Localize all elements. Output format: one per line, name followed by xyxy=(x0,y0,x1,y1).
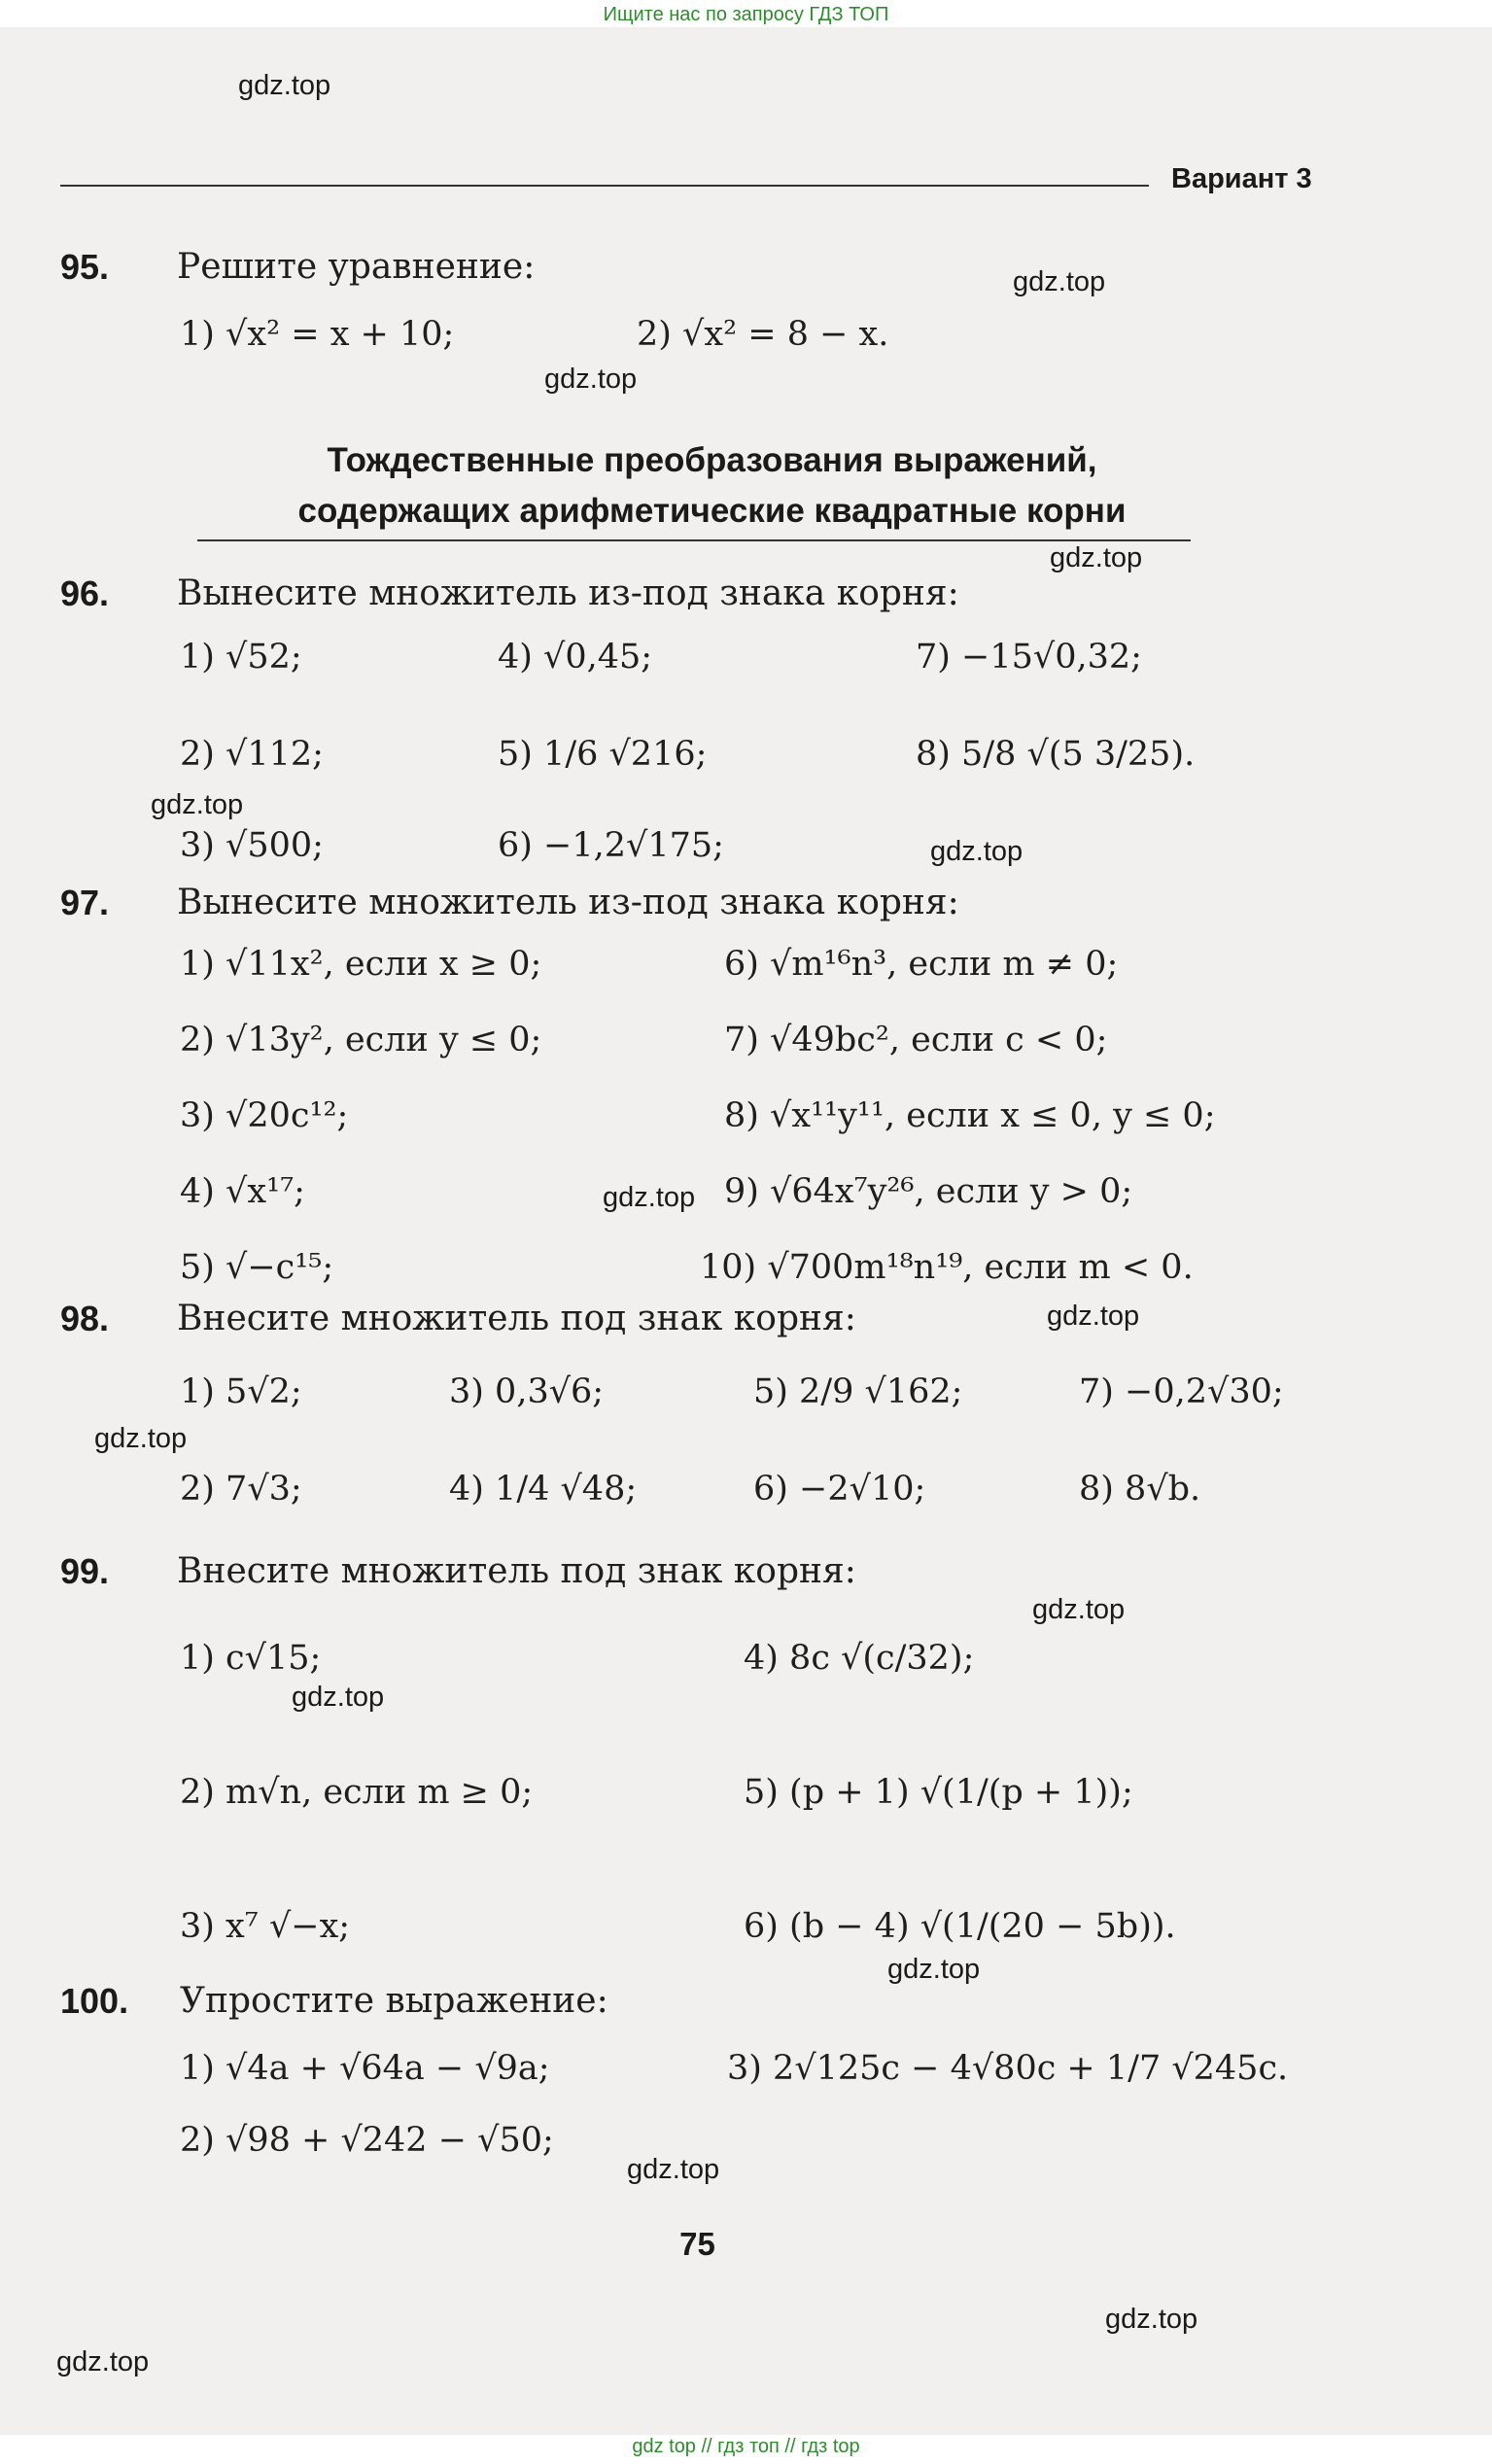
watermark: gdz.top xyxy=(1032,1594,1126,1625)
watermark: gdz.top xyxy=(238,70,331,101)
problem-task: Упростите выражение: xyxy=(180,1981,608,2021)
watermark: gdz.top xyxy=(94,1423,188,1454)
problem-task: Вынесите множитель из-под знака корня: xyxy=(177,573,959,613)
problem-item: 7) −15√0,32; xyxy=(916,638,1142,677)
problem-item: 6) (b − 4) √(1/(20 − 5b)). xyxy=(744,1907,1176,1946)
problem-item: 4) √x¹⁷; xyxy=(180,1172,305,1211)
problem-item: 6) √m¹⁶n³, если m ≠ 0; xyxy=(724,945,1119,984)
problem-item: 5) 1/6 √216; xyxy=(498,735,708,774)
watermark: gdz.top xyxy=(887,1954,981,1985)
variant-label: Вариант 3 xyxy=(1171,163,1312,194)
problem-number: 96. xyxy=(60,573,110,613)
watermark: gdz.top xyxy=(1105,2304,1198,2335)
watermark: gdz.top xyxy=(1047,1301,1140,1332)
problem-item: 7) −0,2√30; xyxy=(1079,1372,1284,1411)
problem-item: 7) √49bc², если c < 0; xyxy=(724,1021,1108,1059)
problem-task: Внесите множитель под знак корня: xyxy=(177,1551,856,1591)
problem-task: Вынесите множитель из-под знака корня: xyxy=(177,883,959,922)
problem-item: 6) −1,2√175; xyxy=(498,826,724,865)
problem-number: 97. xyxy=(60,883,110,922)
problem-item: 5) √−c¹⁵; xyxy=(180,1248,334,1287)
problem-number: 100. xyxy=(60,1981,129,2021)
problem-item: 1) √x² = x + 10; xyxy=(180,315,455,354)
problem-item: 4) 1/4 √48; xyxy=(449,1470,638,1509)
watermark: gdz.top xyxy=(1013,266,1106,297)
problem-item: 1) √11x², если x ≥ 0; xyxy=(180,945,542,984)
problem-task: Внесите множитель под знак корня: xyxy=(177,1299,856,1338)
watermark: gdz.top xyxy=(930,836,1024,867)
header-rule xyxy=(60,185,1149,187)
problem-item: 8) 5/8 √(5 3/25). xyxy=(916,735,1196,774)
problem-item: 1) 5√2; xyxy=(180,1372,302,1411)
problem-item: 2) m√n, если m ≥ 0; xyxy=(180,1773,534,1812)
problem-item: 4) 8c √(c/32); xyxy=(744,1639,975,1678)
problem-item: 4) √0,45; xyxy=(498,638,653,677)
watermark: gdz.top xyxy=(1050,542,1143,573)
section-heading-line1: Тождественные преобразования выражений, xyxy=(327,441,1097,479)
problem-item: 1) √52; xyxy=(180,638,302,677)
watermark: gdz.top xyxy=(151,789,244,820)
problem-item: 8) √x¹¹y¹¹, если x ≤ 0, y ≤ 0; xyxy=(724,1096,1216,1135)
problem-item: 1) c√15; xyxy=(180,1639,322,1678)
top-banner[interactable]: Ищите нас по запросу ГДЗ ТОП xyxy=(603,4,889,25)
problem-item: 2) √112; xyxy=(180,735,324,774)
problem-item: 5) (p + 1) √(1/(p + 1)); xyxy=(744,1773,1133,1812)
problem-item: 3) √500; xyxy=(180,826,324,865)
problem-number: 95. xyxy=(60,247,110,287)
bottom-banner[interactable]: gdz top // гдз топ // гдз top xyxy=(632,2436,860,2457)
problem-item: 1) √4a + √64a − √9a; xyxy=(180,2049,550,2088)
problem-item: 5) 2/9 √162; xyxy=(753,1372,963,1411)
section-heading-line2: содержащих арифметические квадратные корни xyxy=(297,492,1127,530)
problem-number: 98. xyxy=(60,1299,110,1338)
page-number: 75 xyxy=(679,2226,715,2262)
problem-task: Решите уравнение: xyxy=(177,247,536,287)
problem-item: 2) √98 + √242 − √50; xyxy=(180,2121,554,2160)
problem-item: 2) 7√3; xyxy=(180,1470,302,1509)
watermark: gdz.top xyxy=(292,1682,385,1713)
problem-item: 3) x⁷ √−x; xyxy=(180,1907,351,1946)
watermark: gdz.top xyxy=(627,2154,720,2185)
book-page xyxy=(0,27,1492,2435)
problem-item: 2) √13y², если y ≤ 0; xyxy=(180,1021,542,1059)
problem-item: 3) 0,3√6; xyxy=(449,1372,605,1411)
watermark: gdz.top xyxy=(544,364,638,395)
problem-item: 2) √x² = 8 − x. xyxy=(637,315,889,354)
heading-underline xyxy=(197,539,1191,541)
problem-item: 10) √700m¹⁸n¹⁹, если m < 0. xyxy=(700,1248,1194,1287)
problem-item: 6) −2√10; xyxy=(753,1470,926,1509)
watermark: gdz.top xyxy=(56,2346,150,2377)
watermark: gdz.top xyxy=(603,1182,696,1213)
problem-item: 8) 8√b. xyxy=(1079,1470,1201,1509)
problem-item: 9) √64x⁷y²⁶, если y > 0; xyxy=(724,1172,1133,1211)
problem-item: 3) √20c¹²; xyxy=(180,1096,349,1135)
problem-item: 3) 2√125c − 4√80c + 1/7 √245c. xyxy=(727,2049,1289,2088)
problem-number: 99. xyxy=(60,1551,110,1591)
